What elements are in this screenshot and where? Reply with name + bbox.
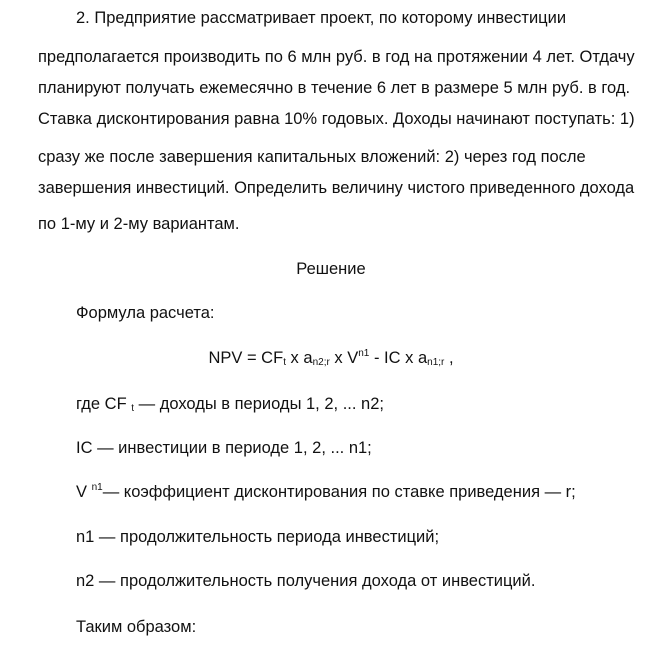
definition-subscript: t [131, 403, 135, 414]
formula-label: Формула расчета: [76, 304, 215, 322]
formula-part: NPV = CF [208, 349, 284, 367]
definition-text: где CF [76, 395, 132, 413]
formula-superscript: n1 [358, 348, 370, 359]
problem-line-2: предполагается производить по 6 млн руб. в год на протяжении 4 лет. Отдачу [38, 48, 635, 66]
definition-text: V [76, 483, 92, 501]
formula-part: x V [329, 349, 359, 367]
problem-line-7: по 1-му и 2-му вариантам. [38, 215, 240, 233]
problem-line-1: 2. Предприятие рассматривает проект, по которому инвестиции [76, 9, 567, 27]
definition-ic: IC — инвестиции в периоде 1, 2, ... n1; [76, 439, 372, 457]
definition-n1: n1 — продолжительность периода инвестиций; [76, 528, 440, 546]
problem-line-4: Ставка дисконтирования равна 10% годовых. Доходы начинают поступать: 1) [38, 110, 635, 128]
definition-superscript: n1 [91, 482, 103, 493]
conclusion-text: Таким образом: [76, 618, 197, 636]
formula-subscript: n1;r [427, 357, 445, 368]
solution-heading: Решение [296, 260, 366, 278]
formula-part: x a [285, 349, 313, 367]
formula-part: - IC x a [369, 349, 428, 367]
formula-part: , [444, 349, 454, 367]
problem-line-5: сразу же после завершения капитальных вложений: 2) через год после [38, 148, 586, 166]
formula-subscript: n2;r [312, 357, 330, 368]
definition-text: — коэффициент дисконтирования по ставке приведения — r; [102, 483, 576, 501]
definition-cf [76, 394, 384, 414]
formula-subscript: t [283, 357, 286, 368]
npv-formula [0, 348, 662, 368]
problem-line-3: планируют получать ежемесячно в течение 6 лет в размере 5 млн руб. в год. [38, 79, 631, 97]
problem-line-6: завершения инвестиций. Определить величину чистого приведенного дохода [38, 179, 635, 197]
definition-v [76, 482, 576, 502]
definition-text: — доходы в периоды 1, 2, ... n2; [134, 395, 384, 413]
definition-n2: n2 — продолжительность получения дохода от инвестиций. [76, 572, 536, 590]
